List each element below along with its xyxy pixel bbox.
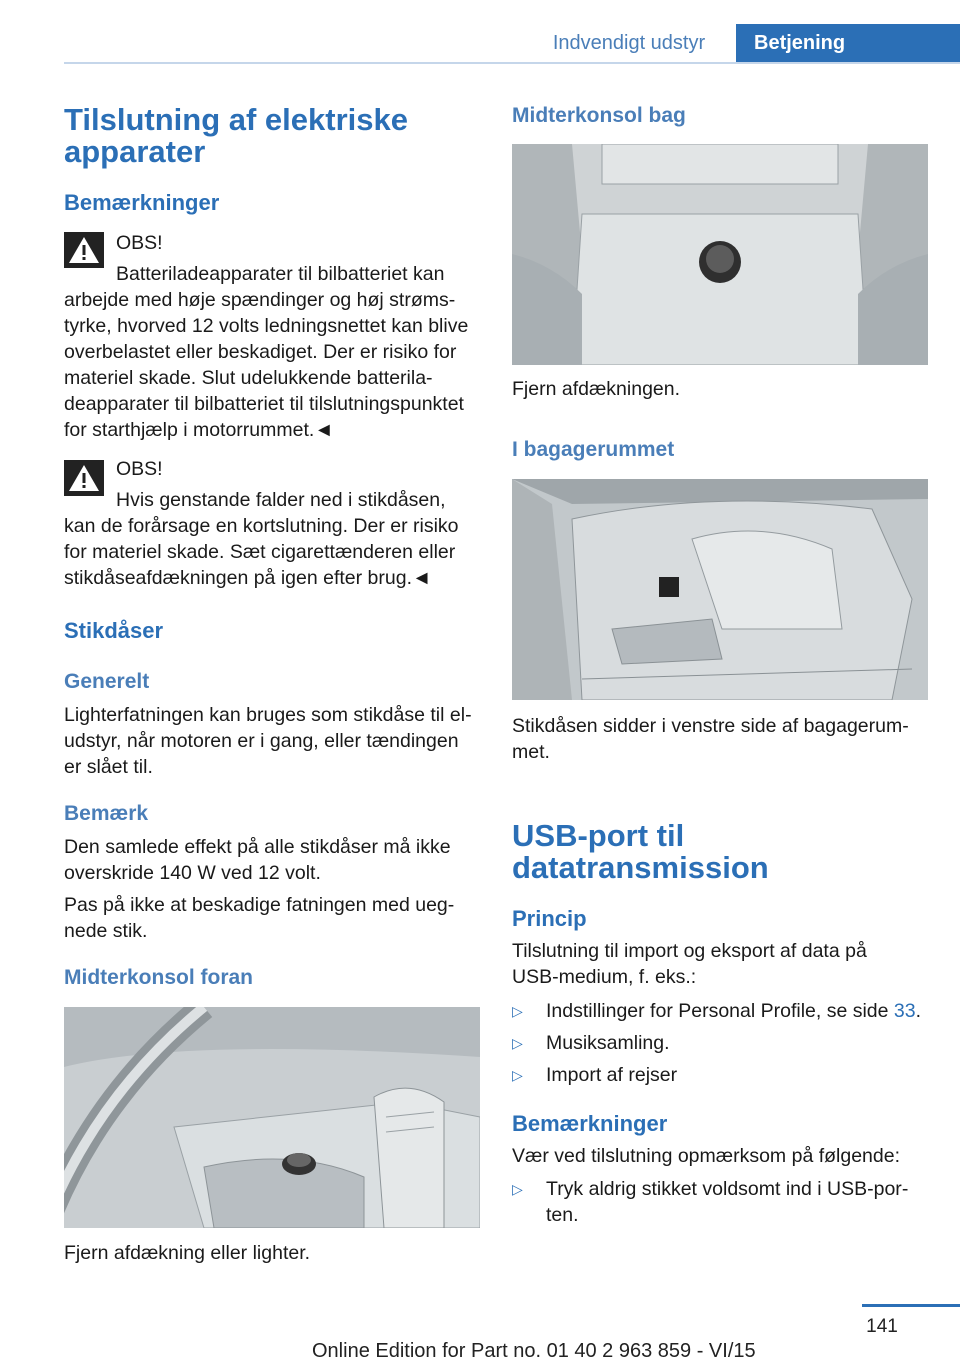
rear-console-heading: Midterkonsol bag <box>512 104 686 127</box>
page-number: 141 <box>866 1316 898 1337</box>
warning-icon <box>64 232 104 268</box>
front-console-image <box>64 1007 480 1228</box>
warning1-first-line: Batteriladeapparater til bilbatteriet kan <box>116 263 445 285</box>
usb-notes-heading: Bemærkninger <box>512 1111 668 1136</box>
principle-text: Tilslutning til import og eksport af data på USB-medium, f. eks.: <box>512 940 867 988</box>
list-item: Import af rejser <box>546 1064 678 1086</box>
rear-console-image <box>512 144 928 365</box>
warning2-first-line: Hvis genstande falder ned i stikdåsen, <box>116 489 446 511</box>
note-heading: Bemærk <box>64 802 149 825</box>
header-divider <box>64 62 960 64</box>
footer-edition: Online Edition for Part no. 01 40 2 963 859 - VI/15 <box>312 1340 756 1362</box>
front-console-caption: Fjern afdækning eller lighter. <box>64 1242 311 1264</box>
header-active-tab[interactable]: Betjening <box>736 24 960 62</box>
warning2-label: OBS! <box>116 458 163 480</box>
list-item: Musiksamling. <box>546 1032 670 1054</box>
page-link[interactable]: 33 <box>893 1000 916 1022</box>
note-text-2: Pas på ikke at beskadige fatningen med uegnede stik. <box>64 894 455 942</box>
bullet-triangle-icon: ▷ <box>512 1035 523 1051</box>
bullet-triangle-icon: ▷ <box>512 1181 523 1197</box>
note-text-1: Den samlede effekt på alle stikdåser må ikke overskride 140 W ved 12 volt. <box>64 836 451 884</box>
warning-icon <box>64 460 104 496</box>
principle-heading: Princip <box>512 906 587 931</box>
usb-title: USB-port til datatransmission <box>512 818 769 885</box>
sockets-heading: Stikdåser <box>64 618 164 643</box>
header-section-tab[interactable]: Indvendigt udstyr <box>552 31 706 54</box>
trunk-caption: Stikdåsen sidder i venstre side af bagagerummet. <box>512 715 909 763</box>
warning1-text: arbejde med høje spændinger og høj strømstyrke, hvorved 12 volts ledningsnettet kan blive overbelastet eller beskadiget. Der er risiko for materiel skade. Slut udelukkende batteriladeapparater til bilbatteriet til tilslutningspunktet for starthjælp i motorrummet.◄ <box>64 289 469 441</box>
page-title: Tilslutning af elektriske apparater <box>64 102 408 169</box>
trunk-image <box>512 479 928 700</box>
bullet-triangle-icon: ▷ <box>512 1003 523 1019</box>
usb-notes-text: Vær ved tilslutning opmærksom på følgende: <box>512 1145 901 1167</box>
front-console-heading: Midterkonsol foran <box>64 966 254 989</box>
warning1-label: OBS! <box>116 232 163 254</box>
rear-console-caption: Fjern afdækningen. <box>512 378 681 400</box>
general-heading: Generelt <box>64 670 150 693</box>
general-text: Lighterfatningen kan bruges som stikdåse til el-udstyr, når motoren er i gang, eller tændingen er slået til. <box>64 704 472 778</box>
notes-heading: Bemærkninger <box>64 190 220 215</box>
warning2-text: kan de forårsage en kortslutning. Der er risiko for materiel skade. Sæt cigarettænderen eller stikdåseafdækningen på igen efter brug.◄ <box>64 515 459 589</box>
list-item: Indstillinger for Personal Profile, se side 33. <box>546 1000 922 1022</box>
trunk-heading: I bagagerummet <box>512 438 675 461</box>
bullet-triangle-icon: ▷ <box>512 1067 523 1083</box>
footer-divider <box>862 1304 960 1307</box>
list-item: Tryk aldrig stikket voldsomt ind i USB-porten. <box>546 1178 909 1226</box>
